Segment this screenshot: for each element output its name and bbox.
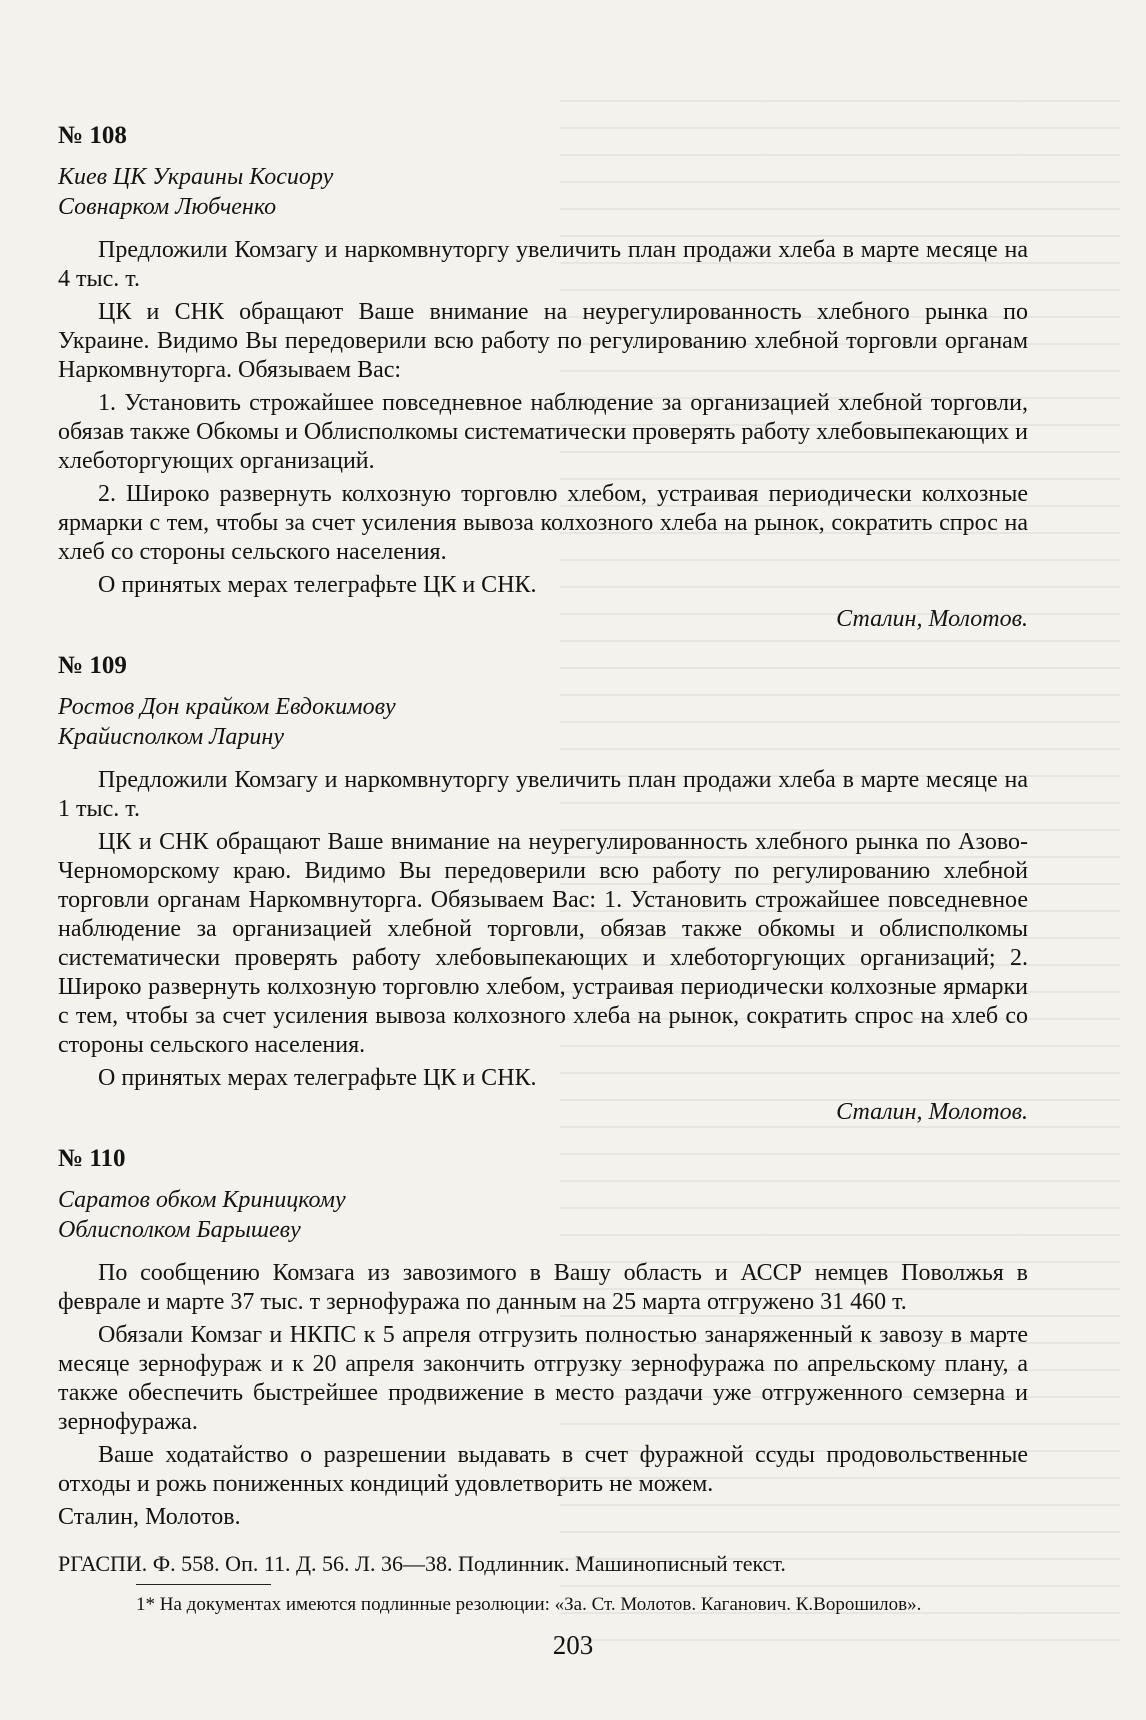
signature: Сталин, Молотов. bbox=[836, 606, 1028, 632]
paragraph: 2. Широко развернуть колхозную торговлю хлебом, устраивая периодически колхозные ярмарки с тем, чтобы за счет усиления вывоза колхозного хлеба на рынок, сократить спрос на хлеб со стороны сельского населения. bbox=[58, 481, 1028, 565]
paragraph: Ваше ходатайство о разрешении выдавать в счет фуражной ссуды продовольственные отходы и рожь пониженных кондиций удовлетворить не можем. bbox=[58, 1442, 1028, 1497]
footnote-divider bbox=[136, 1584, 271, 1585]
paragraph: ЦК и СНК обращают Ваше внимание на неурегулированность хлебного рынка по Азово-Черноморскому краю. Видимо Вы передоверили всю работу по регулированию хлебной торговли органам Наркомвнуторга. Обязываем Вас: 1. Установить строжайшее повседневное наблюдение за организацией хлебной торговли, обязав также обкомы и облисполкомы систематически проверять работу хлебовыпекающих и хлеботоргующих организаций; 2. Широко развернуть колхозную торговлю хлебом, устраивая периодически колхозные ярмарки с тем, чтобы за счет усиления вывоза колхозного хлеба на рынок, сократить спрос на хлеб со стороны сельского населения. bbox=[58, 829, 1028, 1058]
addressee-line: Совнарком Любченко bbox=[58, 194, 277, 220]
paragraph: ЦК и СНК обращают Ваше внимание на неурегулированность хлебного рынка по Украине. Видимо Вы передоверили всю работу по регулированию хлебной торговли органам Наркомвнуторга. Обязываем Вас: bbox=[58, 299, 1028, 383]
paragraph: 1. Установить строжайшее повседневное наблюдение за организацией хлебной торговли, обязав также Обкомы и Облисполкомы систематически проверять работу хлебовыпекающих и хлеботоргующих организаций. bbox=[58, 390, 1028, 474]
addressee-block bbox=[58, 162, 1028, 222]
addressee-line: Киев ЦК Украины Косиору bbox=[58, 164, 334, 190]
document-number: № 109 bbox=[58, 652, 127, 679]
document-page bbox=[58, 120, 1028, 1618]
archive-source: РГАСПИ. Ф. 558. Оп. 11. Д. 56. Л. 36—38. Подлинник. Машинописный текст. bbox=[58, 1551, 786, 1576]
addressee-block bbox=[58, 692, 1028, 752]
addressee-line: Ростов Дон крайком Евдокимову bbox=[58, 694, 396, 720]
signature: Сталин, Молотов. bbox=[836, 1099, 1028, 1125]
addressee-line: Саратов обком Криницкому bbox=[58, 1187, 346, 1213]
document-109 bbox=[58, 650, 1028, 1127]
document-108 bbox=[58, 120, 1028, 634]
paragraph: О принятых мерах телеграфьте ЦК и СНК. bbox=[98, 1065, 537, 1091]
paragraph: Обязали Комзаг и НКПС к 5 апреля отгрузить полностью занаряженный к завозу в марте месяце зернофураж и к 20 апреля закончить отгрузку зернофуража по апрельскому плану, а также обеспечить быстрейшее продвижение в место раздачи уже отгруженного семзерна и зернофуража. bbox=[58, 1322, 1028, 1435]
paragraph: О принятых мерах телеграфьте ЦК и СНК. bbox=[98, 572, 537, 598]
paragraph: По сообщению Комзага из завозимого в Вашу область и АССР немцев Поволжья в феврале и марте 37 тыс. т зернофуража по данным на 25 марта отгружено 31 460 т. bbox=[58, 1260, 1028, 1315]
addressee-line: Крайисполком Ларину bbox=[58, 724, 284, 750]
addressee-line: Облисполком Барышеву bbox=[58, 1217, 301, 1243]
document-110 bbox=[58, 1143, 1028, 1532]
paragraph: Предложили Комзагу и наркомвнуторгу увеличить план продажи хлеба в марте месяце на 4 тыс. т. bbox=[58, 237, 1028, 292]
footnote: 1* На документах имеются подлинные резолюции: «За. Ст. Молотов. Каганович. К.Ворошилов». bbox=[136, 1594, 922, 1615]
page-number: 203 bbox=[552, 1630, 594, 1660]
document-number: № 108 bbox=[58, 122, 127, 149]
paragraph: Предложили Комзагу и наркомвнуторгу увеличить план продажи хлеба в марте месяце на 1 тыс. т. bbox=[58, 767, 1028, 822]
addressee-block bbox=[58, 1185, 1028, 1245]
signature: Сталин, Молотов. bbox=[58, 1504, 241, 1530]
document-number: № 110 bbox=[58, 1145, 126, 1172]
